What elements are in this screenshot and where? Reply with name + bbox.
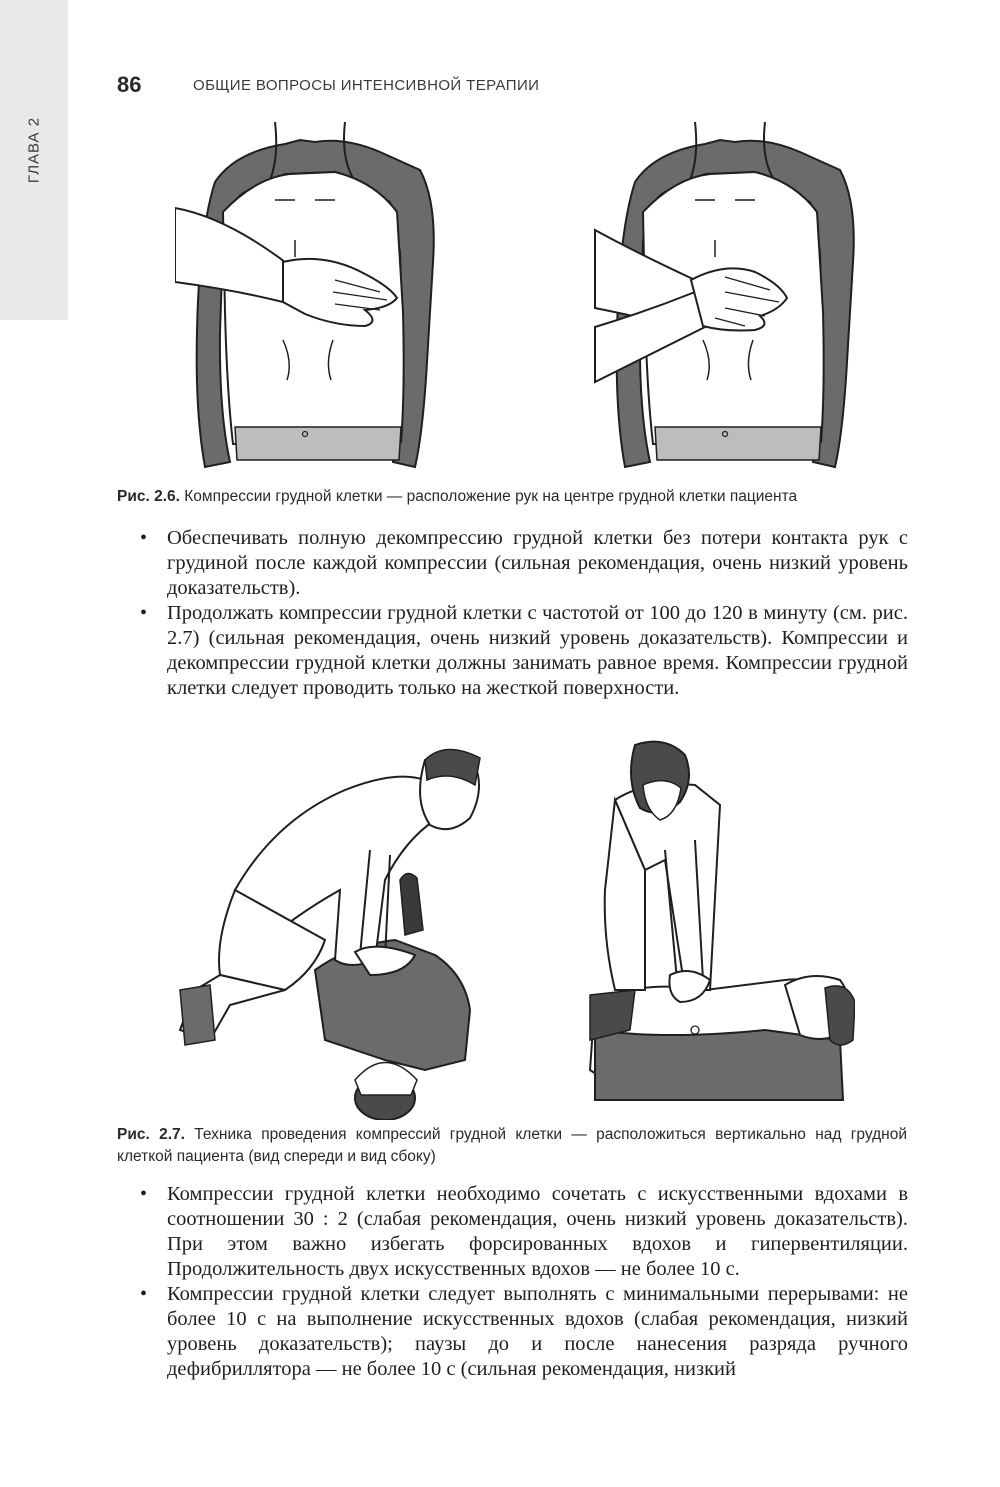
figure-2-6-illustration xyxy=(175,112,855,480)
figure-2-6-caption-text: Компрессии грудной клетки — расположение рук на центре грудной клетки пациента xyxy=(179,488,798,505)
torso-hands-placement-right xyxy=(595,122,854,467)
list-item: • Продолжать компрессии грудной клетки с частотой от 100 до 120 в минуту (см. рис. 2.7) (сильная рекомендация, очень низкий уровень доказательств). Компрессии и декомпрессии грудной клетки должны занимать равное время. Компрессии грудной клетки следует проводить только на жесткой поверхности. xyxy=(140,601,908,701)
figure-2-7-caption xyxy=(117,1124,907,1168)
bullet-list-2 xyxy=(140,1182,908,1382)
list-item: • Компрессии грудной клетки следует выполнять с минимальными перерывами: не более 10 с на выполнение искусственных вдохов (слабая рекомендация, низкий уровень доказательств); паузы до и после нанесения разряда ручного дефибриллятора — не более 10 с (сильная рекомендация, низкий xyxy=(140,1282,908,1382)
figure-2-6-label: Рис. 2.6. xyxy=(117,488,180,505)
chapter-label: ГЛАВА 2 xyxy=(25,116,43,184)
list-item: • Компрессии грудной клетки необходимо сочетать с искусственными вдохами в соотношении 30 : 2 (слабая рекомендация, очень низкий уровень доказательств). При этом важно избегать форсированных вдохов и гипервентиляции. Продолжительность двух искусственных вдохов — не более 10 с. xyxy=(140,1182,908,1282)
chapter-side-tab xyxy=(0,0,68,320)
list-item: • Обеспечивать полную декомпрессию грудной клетки без потери контакта рук с грудиной после каждой компрессии (сильная рекомендация, очень низкий уровень доказательств). xyxy=(140,526,908,601)
figure-2-7-illustration xyxy=(175,740,855,1120)
rescuer-side-view xyxy=(590,742,855,1100)
figure-2-7-caption-text: Техника проведения компрессий грудной клетки — расположиться вертикально над грудной клеткой пациента (вид спереди и вид сбоку) xyxy=(117,1126,907,1165)
bullet-list-1 xyxy=(140,526,908,701)
figure-2-7-label: Рис. 2.7. xyxy=(117,1126,185,1143)
figure-2-6-caption xyxy=(117,486,907,508)
rescuer-front-view xyxy=(180,749,480,1120)
running-title: ОБЩИЕ ВОПРОСЫ ИНТЕНСИВНОЙ ТЕРАПИИ xyxy=(193,77,540,94)
torso-hands-placement-left xyxy=(175,122,434,467)
page-number: 86 xyxy=(117,72,142,97)
